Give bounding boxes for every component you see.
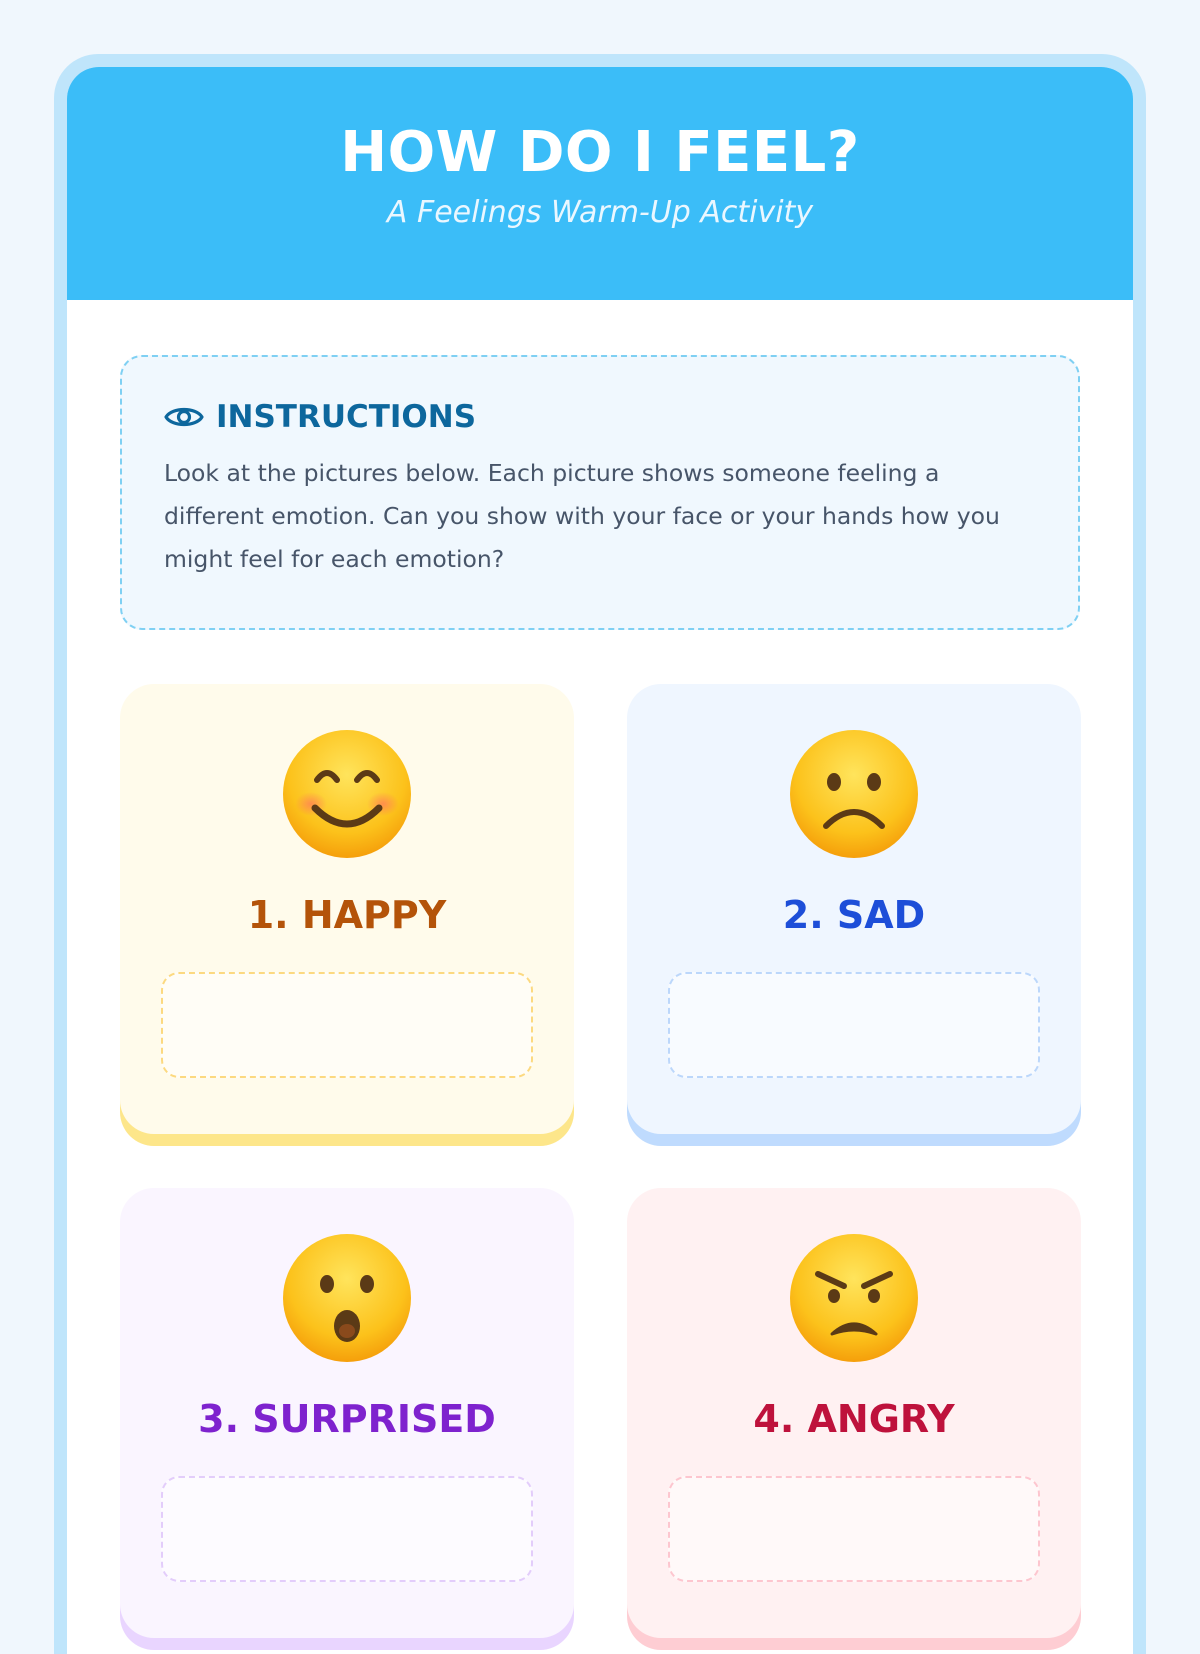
frowning-face-icon [788,728,920,860]
emotion-label: 2. SAD [782,893,926,937]
emotion-card-happy [120,684,574,1134]
emotion-label: 1. HAPPY [247,893,447,937]
instructions-box [120,355,1080,630]
eye-icon [164,403,204,431]
instructions-title: INSTRUCTIONS [216,399,477,435]
answer-box[interactable] [161,1476,533,1582]
page-subtitle: A Feelings Warm-Up Activity [386,195,814,230]
emotion-card-angry [627,1188,1081,1638]
emotion-card-surprised [120,1188,574,1638]
worksheet [67,67,1133,1654]
instructions-text: Look at the pictures below. Each picture shows someone feeling a different emotion. Can you show with your face or your hands how you might feel for each emotion? [164,459,1000,573]
emotion-label: 3. SURPRISED [198,1397,496,1441]
answer-box[interactable] [668,972,1040,1078]
page-frame [54,54,1146,1654]
emotion-card-sad [627,684,1081,1134]
angry-face-icon [788,1232,920,1364]
header-banner [67,67,1133,300]
instructions-heading [164,397,1036,437]
emotion-label: 4. ANGRY [753,1397,955,1441]
page-title: HOW DO I FEEL? [340,120,860,185]
surprised-face-icon [281,1232,413,1364]
smiling-face-icon [281,728,413,860]
answer-box[interactable] [161,972,533,1078]
answer-box[interactable] [668,1476,1040,1582]
